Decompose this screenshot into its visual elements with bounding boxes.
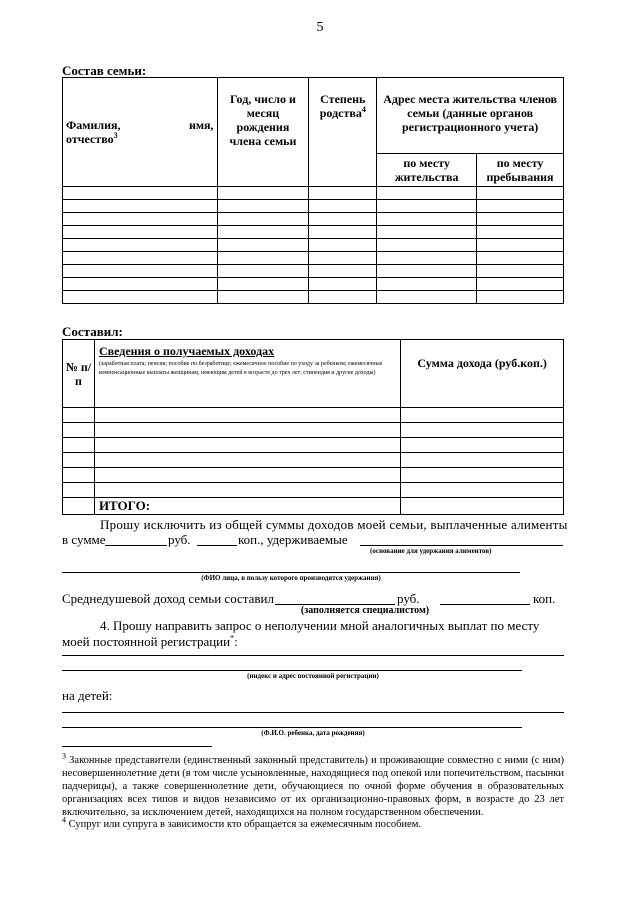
children-field-1[interactable] <box>62 712 564 713</box>
table-row <box>63 252 564 265</box>
footnote-3: $^3$ Законные представители (единственный законный представитель) и проживающие совместно с ними (с ним) несовершеннолетние дети (в том числе усыновленные, находящиеся под опекой или попечительством, пасынки падчерицы), а также совершеннолетние дети, обучающиеся по очной форме обучения в образовательных организациях всех типов и видов независимо от их организационно-правовых форм, в возрасте до 23 лет включительно, за исключением детей, находящихся на полном государственном обеспечении. <box>62 751 564 818</box>
table-row <box>63 453 564 468</box>
alimony-in-sum: в сумме <box>62 532 106 547</box>
footnote-divider <box>62 746 212 747</box>
col-name-header: Фамилия, имя, отчество$^3$ <box>63 78 218 187</box>
request-text: 4. Прошу направить запрос о неполучении мной аналогичных выплат по месту моей постоянной регистрации*: <box>62 618 540 649</box>
income-table <box>62 339 564 515</box>
table-row <box>63 239 564 252</box>
total-row <box>63 498 564 515</box>
address-field-2[interactable] <box>62 670 522 671</box>
alimony-basis-note: (основание для удержания алиментов) <box>370 547 492 555</box>
family-table <box>62 77 564 304</box>
table-row <box>63 423 564 438</box>
children-label: на детей: <box>62 688 113 703</box>
table-row <box>63 483 564 498</box>
col-address-header: Адрес места жительства членов семьи (данные органов регистрационного учета) <box>377 78 564 154</box>
col-num-header: № п/п <box>63 340 95 408</box>
total-label: ИТОГО: <box>94 498 400 515</box>
children-field-2[interactable] <box>62 727 522 728</box>
page-number: 5 <box>316 20 324 35</box>
table-row <box>63 291 564 304</box>
col-stay-header: по месту пребывания <box>477 154 564 187</box>
alimony-line1: Прошу исключить из общей суммы доходов моей семьи, выплаченные алименты <box>100 517 568 532</box>
alimony-person-field[interactable] <box>62 572 520 573</box>
col-relation-header: Степень родства$^4$ <box>309 78 377 187</box>
avg-income-rub-label: руб. <box>397 591 420 606</box>
address-field-1[interactable] <box>62 655 564 656</box>
table-row <box>63 278 564 291</box>
table-row <box>63 213 564 226</box>
footnote-4: $^4$ Супруг или супруга в зависимости кто обращается за ежемесячным пособием. <box>62 815 421 830</box>
children-note: (Ф.И.О. ребенка, дата рождения) <box>261 729 365 737</box>
address-note: (индекс и адрес постоянной регистрации) <box>247 672 379 680</box>
alimony-rub-field[interactable] <box>105 545 167 546</box>
col-residence-header: по месту жительства <box>377 154 477 187</box>
col-birth-header: Год, число и месяц рождения члена семьи <box>217 78 309 187</box>
income-section-title: Составил: <box>62 324 123 339</box>
table-row <box>63 265 564 278</box>
col-sum-header: Сумма дохода (руб.коп.) <box>401 340 564 408</box>
table-row <box>63 226 564 239</box>
table-row <box>63 187 564 200</box>
table-row <box>63 200 564 213</box>
avg-income-kop-label: коп. <box>533 591 556 606</box>
alimony-person-note: (ФИО лица, в пользу которого производятся удержания) <box>201 574 381 582</box>
table-row <box>63 438 564 453</box>
alimony-kop-label: коп., удерживаемые <box>238 532 348 547</box>
avg-income-note: (заполняется специалистом) <box>300 605 430 616</box>
family-section-title: Состав семьи: <box>62 63 147 78</box>
table-row <box>63 468 564 483</box>
col-info-header: Сведения о получаемых доходах (заработная плата; пенсия; пособие по безработице; ежемесячное пособие по уходу за ребенком; ежемесячные компенсационные выплаты женщинам, имеющим детей в возрасте до трех лет; стипендия и другие доходы) <box>94 340 400 408</box>
alimony-rub-label: руб. <box>168 532 191 547</box>
alimony-kop-field[interactable] <box>197 545 237 546</box>
avg-income-label: Среднедушевой доход семьи составил <box>62 591 274 606</box>
table-row <box>63 408 564 423</box>
alimony-basis-field[interactable] <box>360 545 563 546</box>
